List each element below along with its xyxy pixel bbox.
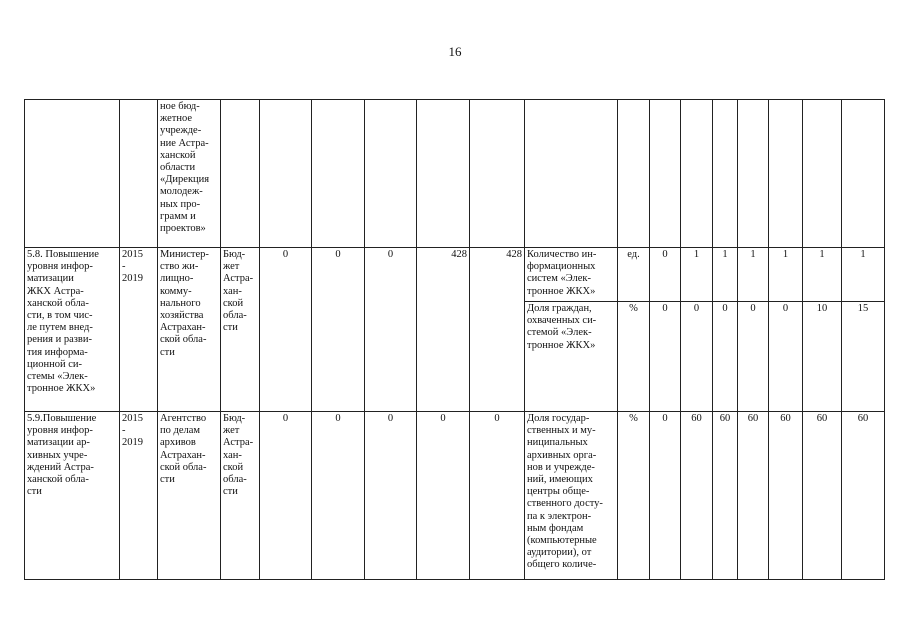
value-cell	[738, 100, 769, 248]
value-cell: 0	[650, 412, 681, 580]
funding-cell	[470, 100, 525, 248]
value-cell: 1	[738, 248, 769, 302]
value-cell: 60	[738, 412, 769, 580]
executor-cell: Министер- ство жи- лищно- комму- нального хозяйства Астрахан- ской обла- сти	[158, 248, 221, 412]
event-cell: 5.8. Повышение уровня инфор- матизации ЖКХ Астра- ханской обла- сти, в том чис- ле путем внед- рения и разви- тия информа- ционной си- стемы «Элек- тронное ЖКХ»	[25, 248, 120, 412]
indicator-name-cell: Доля граждан, охваченных си- стемой «Элек- тронное ЖКХ»	[525, 302, 618, 412]
table-row-5-9	[25, 412, 885, 580]
funding-cell	[365, 100, 417, 248]
funding-cell: 0	[417, 412, 470, 580]
value-cell: 60	[842, 412, 885, 580]
funding-cell: 0	[312, 248, 365, 412]
event-cell	[25, 100, 120, 248]
funding-cell: 428	[417, 248, 470, 412]
page-number: 16	[448, 44, 462, 59]
funding-cell	[312, 100, 365, 248]
funding-cell: 0	[260, 248, 312, 412]
value-cell: 0	[769, 302, 803, 412]
unit-cell	[618, 100, 650, 248]
table-row-continuation	[25, 100, 885, 248]
unit-cell: %	[618, 302, 650, 412]
executor-cell: Агентство по делам архивов Астрахан- ской обла- сти	[158, 412, 221, 580]
value-cell: 0	[681, 302, 713, 412]
value-cell: 15	[842, 302, 885, 412]
funding-cell	[417, 100, 470, 248]
source-cell: Бюд- жет Астра- хан- ской обла- сти	[221, 412, 260, 580]
funding-cell: 428	[470, 248, 525, 412]
value-cell: 0	[738, 302, 769, 412]
indicator-name-cell: Доля государ- ственных и му- ниципальных архивных орга- нов и учрежде- ний, имеющих центры обще- ственного досту- па к электрон- ным фондам (компьютерные аудитории), от общего количе-	[525, 412, 618, 580]
source-cell: Бюд- жет Астра- хан- ской обла- сти	[221, 248, 260, 412]
value-cell: 0	[713, 302, 738, 412]
table-row-5-8	[25, 248, 885, 302]
value-cell	[681, 100, 713, 248]
executor-cell: ное бюд- жетное учрежде- ние Астра- ханской области «Дирекция молодеж- ных про- грамм и проектов»	[158, 100, 221, 248]
value-cell: 0	[650, 248, 681, 302]
value-cell: 60	[803, 412, 842, 580]
value-cell: 0	[650, 302, 681, 412]
value-cell	[769, 100, 803, 248]
funding-cell: 0	[470, 412, 525, 580]
period-cell: 2015 - 2019	[120, 248, 158, 412]
value-cell: 1	[713, 248, 738, 302]
value-cell: 10	[803, 302, 842, 412]
period-cell	[120, 100, 158, 248]
indicator-name-cell	[525, 100, 618, 248]
event-cell: 5.9.Повышение уровня инфор- матизации ар- хивных учре- ждений Астра- ханской обла- сти	[25, 412, 120, 580]
value-cell: 1	[681, 248, 713, 302]
value-cell	[650, 100, 681, 248]
indicator-name-cell: Количество ин- формационных систем «Элек- тронное ЖКХ»	[525, 248, 618, 302]
value-cell	[842, 100, 885, 248]
funding-cell: 0	[260, 412, 312, 580]
value-cell: 60	[681, 412, 713, 580]
value-cell: 1	[769, 248, 803, 302]
value-cell: 1	[803, 248, 842, 302]
value-cell: 60	[769, 412, 803, 580]
value-cell	[803, 100, 842, 248]
program-table	[24, 99, 885, 580]
value-cell: 1	[842, 248, 885, 302]
funding-cell	[260, 100, 312, 248]
value-cell: 60	[713, 412, 738, 580]
funding-cell: 0	[365, 248, 417, 412]
funding-cell: 0	[365, 412, 417, 580]
value-cell	[713, 100, 738, 248]
unit-cell: ед.	[618, 248, 650, 302]
funding-cell: 0	[312, 412, 365, 580]
period-cell: 2015 - 2019	[120, 412, 158, 580]
unit-cell: %	[618, 412, 650, 580]
source-cell	[221, 100, 260, 248]
